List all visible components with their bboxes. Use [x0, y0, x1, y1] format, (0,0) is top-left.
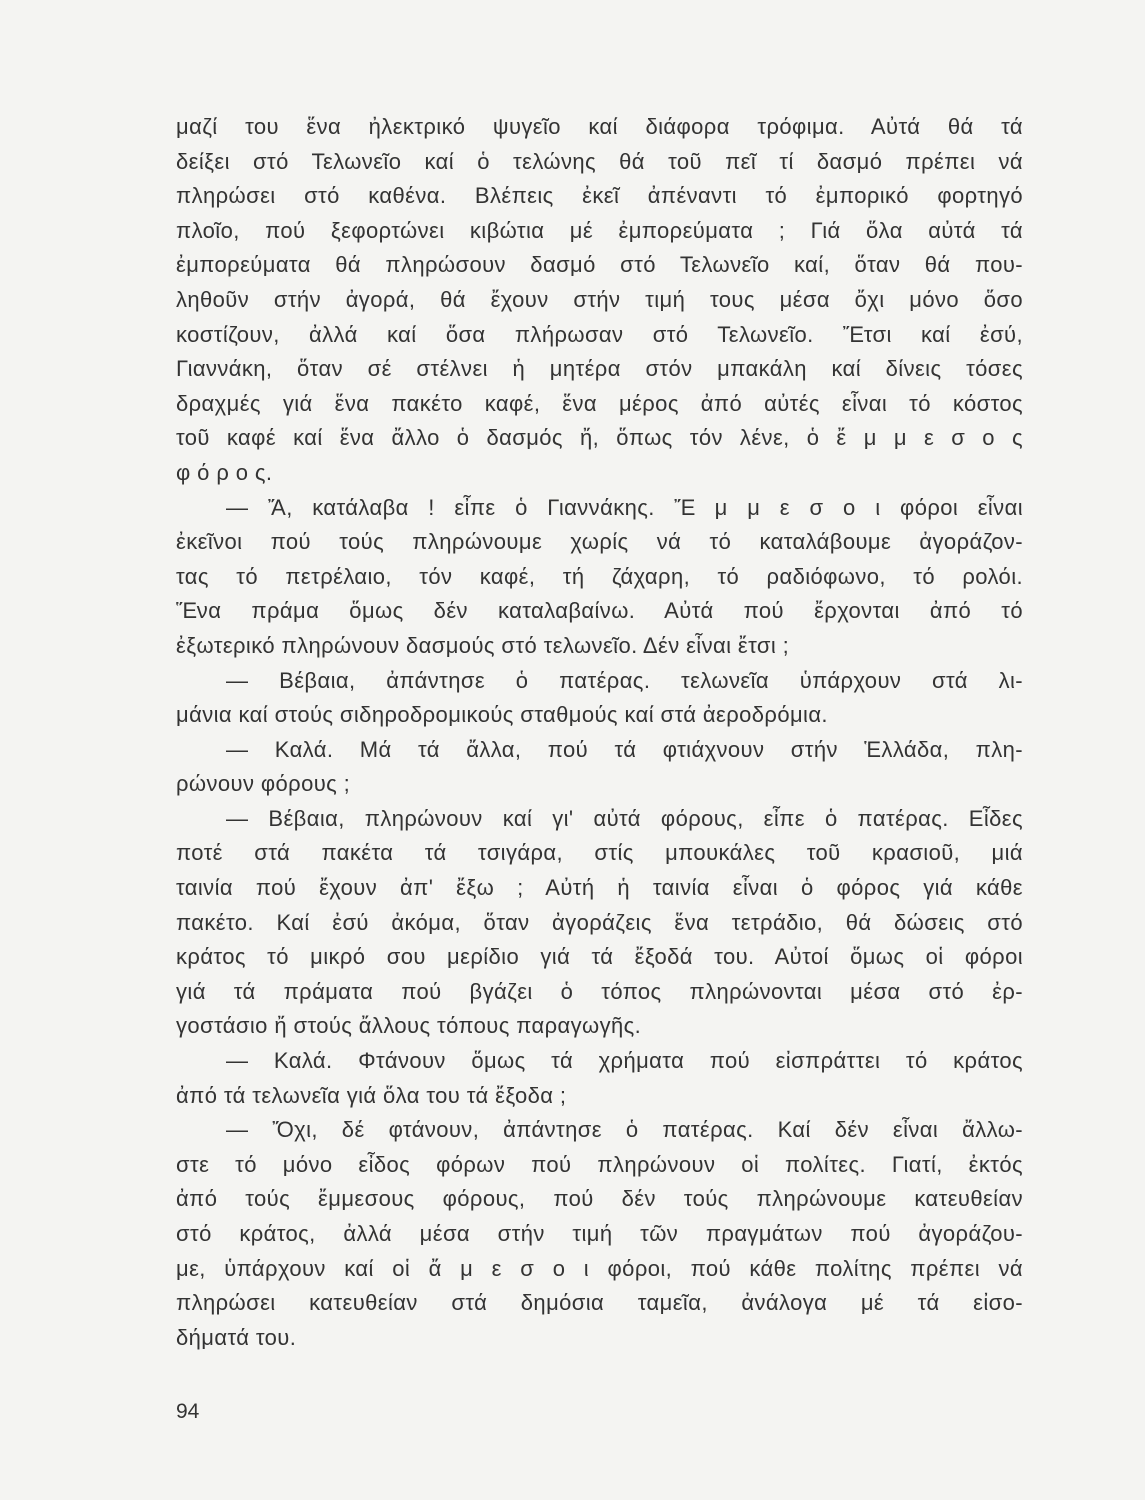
- text-line: κοστίζουν, ἀλλά καί ὅσα πλήρωσαν στό Τελωνεῖο. Ἔτσι καί ἐσύ,: [176, 321, 1023, 347]
- text-line: — Καλά. Φτάνουν ὅμως τά χρήματα πού εἰσπράττει τό κράτος: [226, 1048, 1023, 1074]
- text-line: ἀπό τά τελωνεῖα γιά ὅλα του τά ἔξοδα ;: [176, 1082, 567, 1108]
- text-line: Ἕνα πράμα ὅμως δέν καταλαβαίνω. Αὐτά πού ἔρχονται ἀπό τό: [176, 598, 1023, 624]
- text-line: γιά τά πράματα πού βγάζει ὁ τόπος πληρώνονται μέσα στό ἐρ-: [176, 978, 1023, 1004]
- text-line: ἐμπορεύματα θά πληρώσουν δασμό στό Τελωνεῖο καί, ὅταν θά που-: [176, 252, 1023, 278]
- text-line: δείξει στό Τελωνεῖο καί ὁ τελώνης θά τοῦ πεῖ τί δασμό πρέπει νά: [176, 148, 1023, 174]
- text-line: — Ἄ, κατάλαβα ! εἶπε ὁ Γιαννάκης. Ἔ μ μ ε σ ο ι φόροι εἶναι: [226, 494, 1023, 520]
- text-line: ταινία πού ἔχουν ἀπ' ἔξω ; Αὐτή ἡ ταινία εἶναι ὁ φόρος γιά κάθε: [176, 875, 1023, 901]
- text-line: δήματά του.: [176, 1324, 297, 1350]
- text-line: — Βέβαια, ἀπάντησε ὁ πατέρας. τελωνεῖα ὑπάρχουν στά λι-: [226, 667, 1023, 693]
- text-line: πληρώσει κατευθείαν στά δημόσια ταμεῖα, ἀνάλογα μέ τά εἰσο-: [176, 1290, 1023, 1316]
- text-line: ποτέ στά πακέτα τά τσιγάρα, στίς μπουκάλες τοῦ κρασιοῦ, μιά: [176, 840, 1023, 866]
- text-line: πληρώσει στό καθένα. Βλέπεις ἐκεῖ ἀπέναντι τό ἐμπορικό φορτηγό: [176, 183, 1023, 209]
- text-line: ἐξωτερικό πληρώνουν δασμούς στό τελωνεῖο. Δέν εἶναι ἔτσι ;: [176, 632, 790, 658]
- text-line: ληθοῦν στήν ἀγορά, θά ἔχουν στήν τιμή τους μέσα ὄχι μόνο ὅσο: [176, 286, 1023, 312]
- text-line: στε τό μόνο εἶδος φόρων πού πληρώνουν οἱ πολίτες. Γιατί, ἐκτός: [176, 1151, 1023, 1177]
- body-text: [176, 110, 1023, 1355]
- text-line: ἐκεῖνοι πού τούς πληρώνουμε χωρίς νά τό καταλάβουμε ἀγοράζον-: [176, 529, 1023, 555]
- text-line: με, ὑπάρχουν καί οἱ ἄ μ ε σ ο ι φόροι, πού κάθε πολίτης πρέπει νά: [176, 1255, 1023, 1281]
- text-line: μάνια καί στούς σιδηροδρομικούς σταθμούς καί στά ἀεροδρόμια.: [176, 702, 828, 728]
- text-line: — Καλά. Μά τά ἄλλα, πού τά φτιάχνουν στήν Ἑλλάδα, πλη-: [226, 736, 1023, 762]
- text-line: στό κράτος, ἀλλά μέσα στήν τιμή τῶν πραγμάτων πού ἀγοράζου-: [176, 1221, 1023, 1246]
- text-line: πακέτο. Καί ἐσύ ἀκόμα, ὅταν ἀγοράζεις ἕνα τετράδιο, θά δώσεις στό: [176, 909, 1023, 935]
- text-line: τοῦ καφέ καί ἕνα ἄλλο ὁ δασμός ἤ, ὅπως τόν λένε, ὁ ἔ μ μ ε σ ο ς: [176, 425, 1023, 451]
- text-line: ρώνουν φόρους ;: [176, 771, 351, 797]
- text-line: — Βέβαια, πληρώνουν καί γι' αὐτά φόρους, εἶπε ὁ πατέρας. Εἶδες: [226, 805, 1023, 831]
- text-line: πλοῖο, πού ξεφορτώνει κιβώτια μέ ἐμπορεύματα ; Γιά ὅλα αὐτά τά: [176, 217, 1023, 243]
- page-number: 94: [176, 1400, 200, 1423]
- text-line: ἀπό τούς ἔμμεσους φόρους, πού δέν τούς πληρώνουμε κατευθείαν: [176, 1186, 1023, 1212]
- text-line: Γιαννάκη, ὅταν σέ στέλνει ἡ μητέρα στόν μπακάλη καί δίνεις τόσες: [176, 356, 1023, 382]
- text-line: κράτος τό μικρό σου μερίδιο γιά τά ἔξοδά του. Αὐτοί ὅμως οἱ φόροι: [176, 944, 1023, 970]
- text-line: φ ό ρ ο ς.: [176, 459, 273, 485]
- text-line: — Ὄχι, δέ φτάνουν, ἀπάντησε ὁ πατέρας. Καί δέν εἶναι ἄλλω-: [226, 1117, 1023, 1143]
- text-line: δραχμές γιά ἕνα πακέτο καφέ, ἕνα μέρος ἀπό αὐτές εἶναι τό κόστος: [176, 390, 1023, 416]
- text-line: μαζί του ἕνα ἠλεκτρικό ψυγεῖο καί διάφορα τρόφιμα. Αὐτά θά τά: [176, 114, 1023, 139]
- text-line: γοστάσιο ἤ στούς ἄλλους τόπους παραγωγῆς.: [176, 1013, 642, 1039]
- text-line: τας τό πετρέλαιο, τόν καφέ, τή ζάχαρη, τό ραδιόφωνο, τό ρολόι.: [176, 563, 1023, 589]
